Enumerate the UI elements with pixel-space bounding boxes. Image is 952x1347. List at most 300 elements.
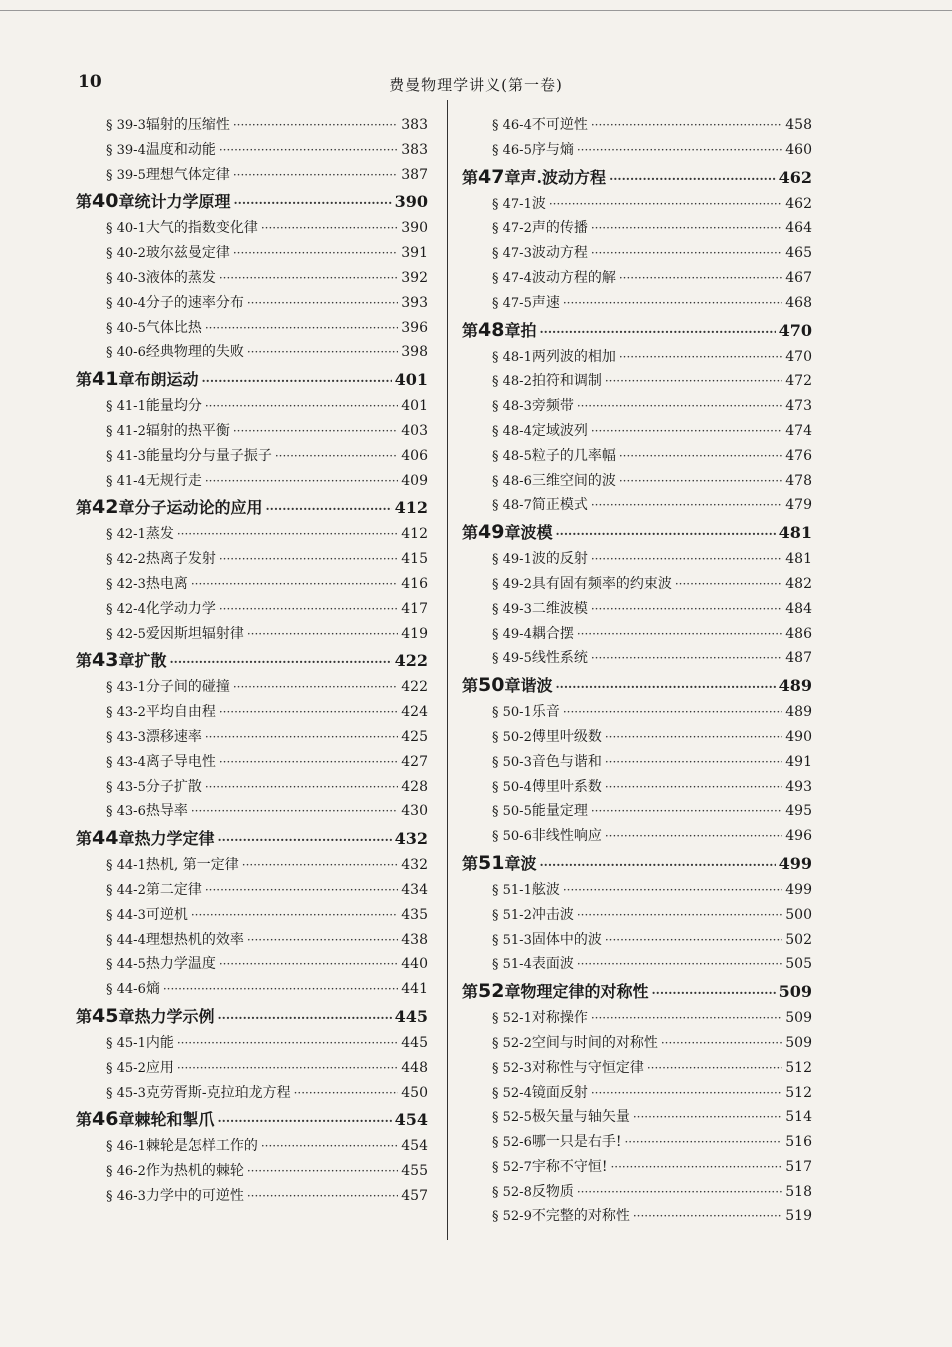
toc-section-row — [462, 139, 812, 164]
page-ref: 502 — [785, 931, 812, 948]
section-number: § 43-4 — [106, 754, 146, 770]
leader-dots — [577, 399, 782, 413]
page-ref: 509 — [785, 1010, 812, 1027]
section-title: 能量定理 — [531, 803, 588, 820]
section-title: 冲击波 — [531, 906, 574, 923]
page-ref: 430 — [401, 803, 428, 820]
page-ref: 398 — [401, 344, 428, 361]
page-ref: 396 — [401, 319, 428, 336]
leader-dots — [205, 474, 398, 488]
page-ref: 500 — [785, 906, 812, 923]
section-title: 平均自由程 — [145, 704, 216, 721]
chapter-number — [76, 367, 134, 390]
toc-section-row — [76, 139, 428, 164]
section-title: 反物质 — [531, 1183, 574, 1200]
section-number: § 44-3 — [106, 907, 146, 923]
toc-section-row — [76, 470, 428, 495]
page-ref: 403 — [401, 422, 428, 439]
page-ref: 460 — [785, 141, 812, 158]
section-title: 分子的速率分布 — [145, 294, 244, 311]
page-ref: 486 — [785, 625, 812, 642]
toc-section-row — [462, 1156, 812, 1181]
toc-section-row — [76, 317, 428, 342]
toc-section-row — [76, 573, 428, 598]
page-ref: 489 — [785, 704, 812, 721]
leader-dots — [205, 321, 398, 335]
page-ref: 416 — [401, 575, 428, 592]
chapter-title: 物理定律的对称性 — [520, 982, 649, 1002]
toc-section-row — [462, 370, 812, 395]
section-number: § 43-6 — [106, 804, 146, 820]
chapter-title: 拍 — [520, 320, 537, 340]
section-number: § 44-6 — [106, 982, 146, 998]
toc-section-row — [76, 114, 428, 139]
section-number: § 49-4 — [492, 626, 532, 642]
page-ref: 424 — [401, 704, 428, 721]
page-ref: 474 — [785, 422, 812, 439]
page-ref: 470 — [778, 320, 812, 340]
chapter-suffix: 章 — [504, 167, 521, 187]
chapter-prefix: 第 — [462, 320, 479, 340]
chapter-title: 统计力学原理 — [134, 192, 231, 212]
toc-section-row — [462, 647, 812, 672]
leader-dots — [247, 933, 398, 947]
leader-dots — [605, 755, 782, 769]
leader-dots — [591, 602, 782, 616]
leader-dots — [247, 296, 398, 310]
section-title: 舷波 — [531, 881, 560, 898]
section-title: 无规行走 — [145, 472, 202, 489]
leader-dots — [219, 552, 398, 566]
section-number: § 48-4 — [492, 423, 532, 439]
section-number: § 50-4 — [492, 779, 532, 795]
chapter-digits: 51 — [478, 851, 505, 874]
section-title: 辐射的热平衡 — [145, 422, 230, 439]
section-title: 可逆机 — [145, 906, 188, 923]
page-ref: 514 — [785, 1109, 812, 1126]
toc-section-row — [76, 929, 428, 954]
chapter-digits: 44 — [92, 827, 119, 850]
leader-dots — [556, 527, 776, 541]
section-title: 对称操作 — [531, 1010, 588, 1027]
section-title: 分子扩散 — [145, 778, 202, 795]
toc-chapter-row — [76, 189, 428, 217]
section-title: 分子间的碰撞 — [145, 679, 230, 696]
toc-chapter-row — [462, 979, 812, 1007]
section-title: 应用 — [145, 1059, 174, 1076]
page-ref: 484 — [785, 600, 812, 617]
section-title: 极矢量与轴矢量 — [531, 1109, 630, 1126]
leader-dots — [294, 1086, 399, 1100]
chapter-number — [76, 648, 134, 671]
section-number: § 43-5 — [106, 779, 146, 795]
leader-dots — [591, 651, 782, 665]
leader-dots — [540, 325, 776, 339]
section-title: 波的反射 — [531, 551, 588, 568]
toc-section-row — [76, 164, 428, 189]
leader-dots — [633, 1110, 782, 1124]
section-number: § 50-3 — [492, 754, 532, 770]
section-title: 热离子发射 — [145, 551, 216, 568]
leader-dots — [591, 246, 782, 260]
leader-dots — [202, 374, 392, 388]
section-number: § 50-5 — [492, 804, 532, 820]
chapter-number — [462, 520, 520, 543]
section-title: 化学动力学 — [145, 600, 216, 617]
chapter-suffix: 章 — [504, 676, 521, 696]
chapter-prefix: 第 — [462, 982, 479, 1002]
section-title: 非线性响应 — [531, 828, 602, 845]
leader-dots — [591, 498, 782, 512]
page-ref: 435 — [401, 906, 428, 923]
leader-dots — [266, 502, 392, 516]
leader-dots — [577, 143, 782, 157]
section-title: 镜面反射 — [531, 1084, 588, 1101]
page-ref: 390 — [401, 220, 428, 237]
toc-section-row — [76, 854, 428, 879]
section-title: 傅里叶级数 — [531, 728, 602, 745]
section-number: § 46-4 — [492, 118, 532, 133]
section-number: § 41-2 — [106, 423, 146, 439]
section-number: § 48-7 — [492, 498, 532, 514]
section-number: § 47-2 — [492, 221, 532, 237]
leader-dots — [605, 374, 782, 388]
section-title: 蒸发 — [145, 526, 174, 543]
leader-dots — [205, 780, 398, 794]
page-ref: 496 — [785, 828, 812, 845]
section-title: 内能 — [145, 1034, 174, 1051]
column-divider — [447, 100, 448, 1240]
page-header — [0, 72, 952, 100]
leader-dots — [540, 858, 776, 872]
chapter-suffix: 章 — [118, 498, 135, 518]
leader-dots — [675, 577, 782, 591]
page-ref: 495 — [785, 803, 812, 820]
toc-section-row — [462, 598, 812, 623]
chapter-number — [76, 1107, 134, 1130]
toc-section-row — [462, 1205, 812, 1230]
section-number: § 40-3 — [106, 270, 146, 286]
toc-section-row — [76, 1082, 428, 1107]
leader-dots — [218, 1114, 392, 1128]
section-number: § 44-2 — [106, 882, 146, 898]
chapter-title: 谐波 — [520, 676, 553, 696]
chapter-suffix: 章 — [118, 1110, 135, 1130]
page-ref: 464 — [785, 220, 812, 237]
page-ref: 467 — [785, 269, 812, 286]
toc-chapter-row — [76, 1004, 428, 1032]
page-ref: 454 — [394, 1110, 428, 1130]
section-title: 克劳胥斯-克拉珀龙方程 — [145, 1084, 291, 1101]
page-ref: 473 — [785, 398, 812, 415]
page-ref: 448 — [401, 1059, 428, 1076]
leader-dots — [219, 602, 398, 616]
section-number: § 52-6 — [492, 1135, 532, 1151]
section-title: 对称性与守恒定律 — [531, 1059, 644, 1076]
leader-dots — [218, 833, 392, 847]
toc-section-row — [76, 701, 428, 726]
page-ref: 383 — [401, 117, 428, 133]
page-ref: 454 — [401, 1138, 428, 1155]
chapter-digits: 40 — [92, 190, 119, 213]
toc-section-row — [76, 800, 428, 825]
chapter-prefix: 第 — [76, 498, 93, 518]
section-number: § 47-3 — [492, 246, 532, 262]
leader-dots — [633, 1209, 782, 1223]
section-title: 不完整的对称性 — [531, 1208, 630, 1225]
section-title: 辐射的压缩性 — [145, 117, 230, 133]
chapter-prefix: 第 — [76, 651, 93, 671]
page-ref: 499 — [785, 881, 812, 898]
page-ref: 512 — [785, 1059, 812, 1076]
section-title: 热电离 — [145, 575, 188, 592]
section-title: 液体的蒸发 — [145, 269, 216, 286]
leader-dots — [219, 755, 398, 769]
leader-dots — [563, 883, 782, 897]
page-ref: 481 — [785, 551, 812, 568]
section-title: 具有固有频率的约束波 — [531, 575, 672, 592]
toc-section-row — [76, 1032, 428, 1057]
page-ref: 425 — [401, 728, 428, 745]
section-number: § 49-3 — [492, 601, 532, 617]
toc-section-row — [462, 1181, 812, 1206]
top-edge-line — [0, 10, 952, 11]
toc-section-row — [76, 523, 428, 548]
toc-section-row — [462, 445, 812, 470]
section-title: 粒子的几率幅 — [531, 447, 616, 464]
page-ref: 470 — [785, 348, 812, 365]
section-title: 固体中的波 — [531, 931, 602, 948]
page-ref: 519 — [785, 1208, 812, 1225]
section-title: 哪一只是右手! — [531, 1134, 622, 1151]
page-ref: 392 — [401, 269, 428, 286]
chapter-digits: 49 — [478, 521, 505, 544]
section-title: 漂移速率 — [145, 728, 202, 745]
page-ref: 415 — [401, 551, 428, 568]
toc-section-row — [76, 598, 428, 623]
leader-dots — [247, 345, 398, 359]
leader-dots — [234, 196, 392, 210]
toc-section-row — [462, 623, 812, 648]
page-ref: 412 — [394, 498, 428, 518]
section-number: § 52-4 — [492, 1085, 532, 1101]
toc-section-row — [76, 242, 428, 267]
leader-dots — [624, 1135, 782, 1149]
section-number: § 46-1 — [106, 1139, 146, 1155]
leader-dots — [205, 730, 398, 744]
page-ref: 509 — [785, 1034, 812, 1051]
section-title: 理想热机的效率 — [145, 931, 244, 948]
page-ref: 428 — [401, 778, 428, 795]
section-title: 理想气体定律 — [145, 166, 230, 183]
section-title: 耦合摆 — [531, 625, 574, 642]
chapter-digits: 41 — [92, 368, 119, 391]
page-ref: 412 — [401, 526, 428, 543]
leader-dots — [610, 1160, 782, 1174]
section-number: § 40-5 — [106, 320, 146, 336]
section-number: § 44-5 — [106, 957, 146, 973]
toc-section-row — [76, 217, 428, 242]
chapter-number — [76, 826, 134, 849]
page-ref: 509 — [778, 982, 812, 1002]
toc-section-row — [462, 1106, 812, 1131]
chapter-title: 棘轮和掣爪 — [134, 1110, 215, 1130]
section-number: § 45-1 — [106, 1035, 146, 1051]
section-number: § 45-3 — [106, 1085, 146, 1101]
toc-section-row — [76, 879, 428, 904]
section-number: § 48-2 — [492, 374, 532, 390]
page-ref: 445 — [401, 1034, 428, 1051]
section-title: 热力学温度 — [145, 956, 216, 973]
section-number: § 49-2 — [492, 576, 532, 592]
chapter-number — [76, 1004, 134, 1027]
chapter-suffix: 章 — [504, 853, 521, 873]
section-title: 热导率 — [145, 803, 188, 820]
toc-chapter-row — [76, 826, 428, 854]
page-number: 10 — [78, 72, 102, 92]
toc-column-left — [76, 114, 428, 1210]
leader-dots — [191, 908, 398, 922]
section-number: § 49-1 — [492, 552, 532, 568]
section-number: § 39-4 — [106, 142, 146, 158]
section-number: § 51-3 — [492, 932, 532, 948]
leader-dots — [219, 957, 398, 971]
leader-dots — [247, 1164, 398, 1178]
section-title: 二维波模 — [531, 600, 588, 617]
toc-section-row — [76, 676, 428, 701]
page-ref: 518 — [785, 1183, 812, 1200]
section-number: § 46-5 — [492, 142, 532, 158]
section-title: 作为热机的棘轮 — [145, 1163, 244, 1180]
section-number: § 46-2 — [106, 1164, 146, 1180]
toc-chapter-row — [462, 851, 812, 879]
section-title: 离子导电性 — [145, 753, 216, 770]
toc-section-row — [462, 193, 812, 218]
leader-dots — [275, 449, 398, 463]
section-title: 熵 — [145, 981, 160, 998]
section-title: 力学中的可逆性 — [145, 1187, 244, 1204]
page-ref: 482 — [785, 575, 812, 592]
toc-section-row — [462, 800, 812, 825]
toc-section-row — [76, 267, 428, 292]
page-ref: 440 — [401, 956, 428, 973]
page-ref: 441 — [401, 981, 428, 998]
page-ref: 491 — [785, 753, 812, 770]
toc-section-row — [462, 470, 812, 495]
section-title: 第二定律 — [145, 881, 202, 898]
leader-dots — [163, 982, 398, 996]
toc-section-row — [76, 420, 428, 445]
chapter-suffix: 章 — [504, 982, 521, 1002]
toc-section-row — [462, 953, 812, 978]
leader-dots — [233, 118, 398, 132]
section-number: § 52-3 — [492, 1060, 532, 1076]
chapter-digits: 52 — [478, 980, 505, 1003]
page-ref: 445 — [394, 1006, 428, 1026]
toc-section-row — [462, 114, 812, 139]
chapter-title: 声.波动方程 — [520, 167, 607, 187]
section-number: § 41-1 — [106, 399, 146, 415]
chapter-digits: 48 — [478, 318, 505, 341]
leader-dots — [577, 627, 782, 641]
toc-section-row — [462, 242, 812, 267]
section-number: § 47-4 — [492, 270, 532, 286]
leader-dots — [233, 246, 398, 260]
section-title: 热机, 第一定律 — [145, 857, 239, 874]
page-ref: 512 — [785, 1084, 812, 1101]
toc-chapter-row — [76, 1107, 428, 1135]
toc-chapter-row — [462, 318, 812, 346]
chapter-suffix: 章 — [118, 1006, 135, 1026]
section-title: 波 — [531, 195, 546, 212]
chapter-title: 热力学定律 — [134, 829, 215, 849]
chapter-suffix: 章 — [118, 192, 135, 212]
chapter-digits: 46 — [92, 1108, 119, 1131]
leader-dots — [619, 449, 782, 463]
page-ref: 438 — [401, 931, 428, 948]
chapter-suffix: 章 — [118, 370, 135, 390]
toc-section-row — [462, 267, 812, 292]
section-title: 能量均分与量子振子 — [145, 447, 272, 464]
chapter-prefix: 第 — [76, 829, 93, 849]
section-title: 声的传播 — [531, 220, 588, 237]
section-number: § 45-2 — [106, 1060, 146, 1076]
page-ref: 387 — [401, 166, 428, 183]
leader-dots — [233, 168, 398, 182]
chapter-prefix: 第 — [76, 1110, 93, 1130]
chapter-suffix: 章 — [504, 523, 521, 543]
toc-section-row — [462, 776, 812, 801]
book-title: 费曼物理学讲义(第一卷) — [389, 76, 563, 94]
leader-dots — [563, 705, 782, 719]
page-ref: 493 — [785, 778, 812, 795]
leader-dots — [205, 883, 398, 897]
section-number: § 40-6 — [106, 345, 146, 361]
section-number: § 50-1 — [492, 705, 532, 721]
section-title: 波动方程的解 — [531, 269, 616, 286]
toc-section-row — [76, 548, 428, 573]
toc-section-row — [462, 573, 812, 598]
page-ref: 481 — [778, 523, 812, 543]
toc-chapter-row — [462, 673, 812, 701]
toc-section-row — [76, 623, 428, 648]
section-title: 宇称不守恒! — [531, 1158, 608, 1175]
section-title: 序与熵 — [531, 141, 574, 158]
section-title: 线性系统 — [531, 650, 588, 667]
leader-dots — [619, 350, 782, 364]
section-number: § 42-1 — [106, 527, 146, 543]
section-title: 能量均分 — [145, 398, 202, 415]
chapter-number — [462, 851, 520, 874]
page-ref: 432 — [401, 857, 428, 874]
toc-section-row — [76, 395, 428, 420]
toc-section-row — [462, 1082, 812, 1107]
leader-dots — [577, 1185, 782, 1199]
chapter-number — [462, 673, 520, 696]
section-title: 温度和动能 — [145, 141, 216, 158]
leader-dots — [605, 730, 782, 744]
toc-section-row — [462, 825, 812, 850]
section-number: § 52-5 — [492, 1110, 532, 1126]
toc-section-row — [462, 292, 812, 317]
toc-section-row — [76, 776, 428, 801]
toc-section-row — [462, 879, 812, 904]
page-ref: 499 — [778, 853, 812, 873]
chapter-digits: 45 — [92, 1004, 119, 1027]
leader-dots — [549, 197, 782, 211]
toc-section-row — [462, 1057, 812, 1082]
toc-section-row — [76, 292, 428, 317]
